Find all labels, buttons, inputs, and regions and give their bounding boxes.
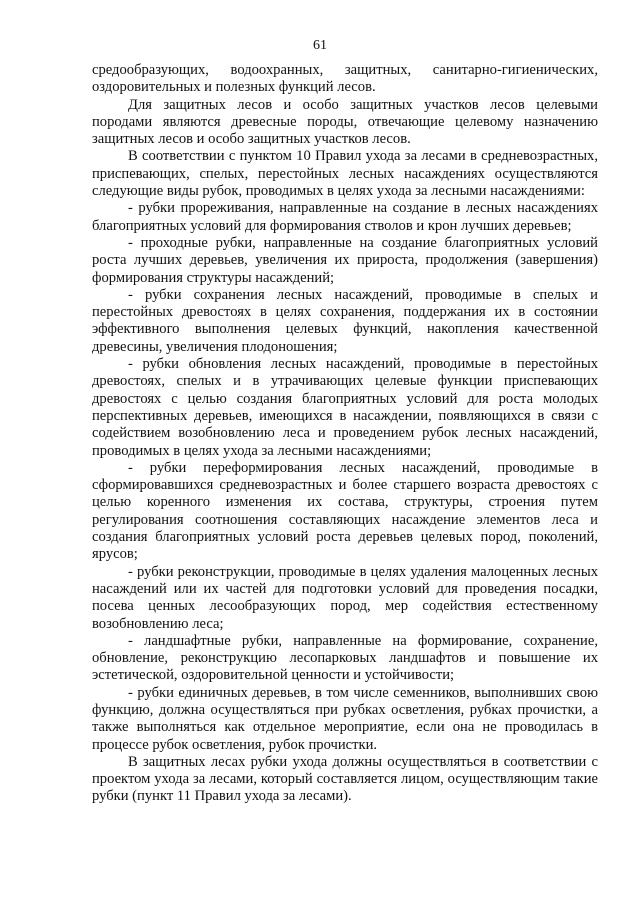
- list-item-renewal-felling: - рубки обновления лесных насаждений, проводимые в перестойных древостоях, спелых и в утрачивающих целевые функции приспевающих древостоях с целью создания благоприятных условий для роста молодых перспективных деревьев, имеющихся в насаждении, появляющихся в связи с содействием возобновлению леса и проведением рубок лесных насаждений, проводимых в целях ухода за лесными насаждениями;: [92, 356, 598, 459]
- paragraph-continuation: средообразующих, водоохранных, защитных, санитарно-гигиенических, оздоровительных и полезных функций лесов.: [92, 62, 598, 96]
- list-item-thinning: - рубки прореживания, направленные на создание в лесных насаждениях благоприятных условий для формирования стволов и крон лучших деревьев;: [92, 200, 598, 234]
- paragraph-target-species: Для защитных лесов и особо защитных участков лесов целевыми породами являются древесные породы, отвечающие целевому назначению защитных лесов и особо защитных участков лесов.: [92, 96, 598, 148]
- list-item-reformation-felling: - рубки переформирования лесных насаждений, проводимые в сформировавшихся средневозрастных и более старшего возраста древостоях с целью коренного изменения их состава, структуры, строения путем регулирования соотношения составляющих насаждение элементов леса и создания благоприятных условий роста деревьев целевых пород, поколений, ярусов;: [92, 459, 598, 563]
- list-item-preservation-felling: - рубки сохранения лесных насаждений, проводимые в спелых и перестойных древостоях в целях сохранения, поддержания их в состоянии эффективного выполнения целевых функций, накопления качественной древесины, увеличения плодоношения;: [92, 286, 598, 355]
- page-body-text: [92, 62, 598, 806]
- list-item-reconstruction-felling: - рубки реконструкции, проводимые в целях удаления малоценных лесных насаждений или их частей для подготовки условий для проведения посадки, посева ценных лесообразующих пород, мер содействия естественному возобновлению леса;: [92, 563, 598, 632]
- list-item-landscape-felling: - ландшафтные рубки, направленные на формирование, сохранение, обновление, реконструкцию лесопарковых ландшафтов и повышение их эстетической, оздоровительной ценности и устойчивости;: [92, 632, 598, 684]
- page-number: 61: [313, 38, 327, 53]
- paragraph-care-project: В защитных лесах рубки ухода должны осуществляться в соответствии с проектом ухода за лесами, который составляется лицом, осуществляющим такие рубки (пункт 11 Правил ухода за лесами).: [92, 753, 598, 805]
- list-item-passage-felling: - проходные рубки, направленные на создание благоприятных условий роста лучших деревьев, увеличения их прироста, продолжения (завершения) формирования структуры насаждений;: [92, 234, 598, 286]
- paragraph-felling-types-intro: В соответствии с пунктом 10 Правил ухода за лесами в средневозрастных, приспевающих, спелых, перестойных лесных насаждениях осуществляются следующие виды рубок, проводимых в целях ухода за лесными насаждениями:: [92, 148, 598, 200]
- list-item-single-tree-felling: - рубки единичных деревьев, в том числе семенников, выполнивших свою функцию, должна осуществляться при рубках осветления, рубках прочистки, а также выполняться как отдельное мероприятие, если она не проводилась в процессе рубок осветления, рубок прочистки.: [92, 684, 598, 753]
